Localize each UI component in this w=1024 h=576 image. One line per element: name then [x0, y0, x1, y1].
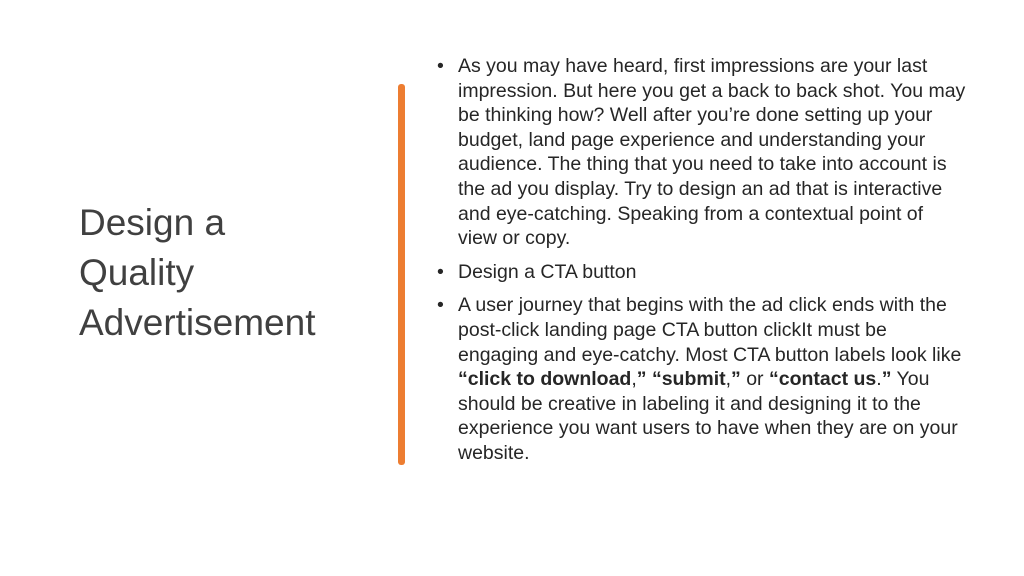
vertical-accent-divider — [398, 84, 405, 465]
slide-title-line: Design a — [79, 202, 226, 243]
bullet-dot-icon: • — [437, 294, 444, 317]
slide-title-line: Quality — [79, 252, 195, 293]
bold-cta-label: ” — [881, 368, 892, 391]
bold-cta-label: “contact us — [768, 368, 877, 391]
bold-cta-label: “click to download — [458, 368, 632, 391]
bullet-item — [437, 54, 967, 251]
bullet-dot-icon: • — [437, 260, 444, 283]
bullet-dot-icon: • — [437, 55, 444, 77]
bullet-text-part: A user journey that begins with the ad click ends with the post-click landing page CTA button clickIt must be engaging and eye-catchy. Most CTA button labels look like — [458, 294, 962, 366]
slide-title-line: Advertisement — [79, 302, 316, 343]
bullet-text-part: or — [740, 368, 769, 391]
bullet-text-part: You should be creative in labeling it and designing it to the experience you want users to have when they are on your website. — [458, 368, 958, 464]
bullet-text: Design a CTA button — [458, 260, 637, 283]
bold-cta-label: ” — [731, 368, 741, 391]
bullet-text-part: , — [725, 368, 732, 391]
bullet-list — [437, 54, 967, 475]
bullet-text-part: , — [631, 368, 637, 391]
slide-title — [79, 198, 379, 348]
bullet-text: As you may have heard, first impressions are your last impression. But here you get a back to back shot. You may be thinking how? Well after you’re done setting up your budget, land page experience and understanding your audience. The thing that you need to take into account is the ad you display. Try to design an ad that is interactive and eye-catching. Speaking from a contextual point of view or copy. — [458, 55, 966, 250]
bullet-item — [437, 260, 967, 285]
bullet-text-part: . — [876, 368, 882, 391]
bold-cta-label: ” “submit — [636, 368, 726, 391]
bullet-item — [437, 293, 967, 465]
